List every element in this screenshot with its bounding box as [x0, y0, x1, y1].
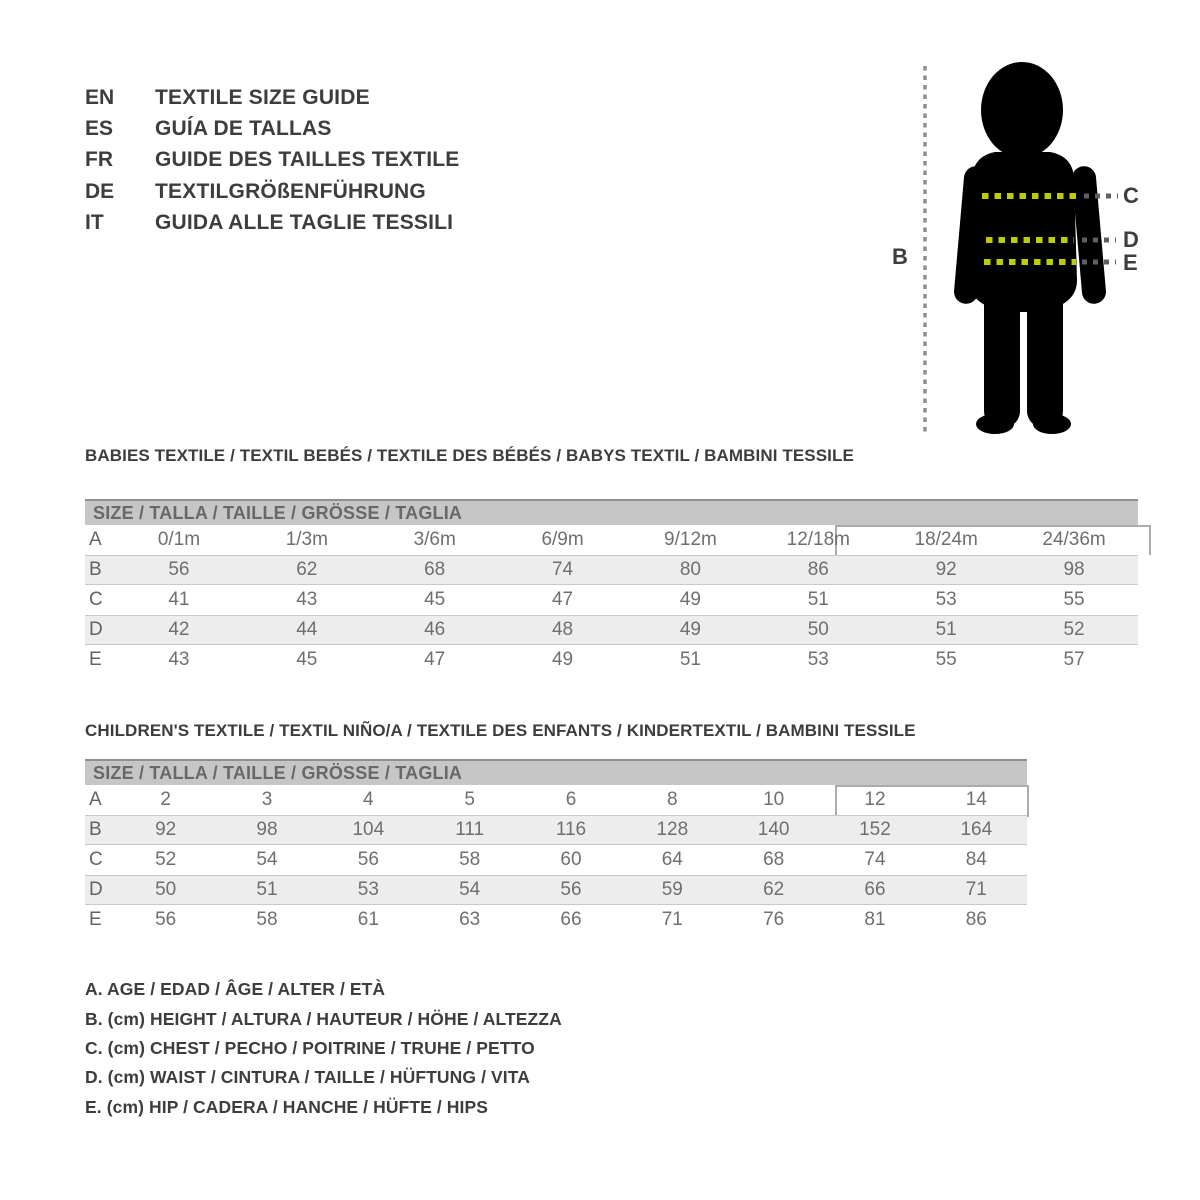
- babies-section-heading: BABIES TEXTILE / TEXTIL BEBÉS / TEXTILE DES BÉBÉS / BABYS TEXTIL / BAMBINI TESSILE: [85, 446, 854, 465]
- size-cell: 140: [757, 819, 790, 840]
- row-letter: A: [89, 789, 102, 810]
- size-cell: 10: [763, 789, 785, 810]
- size-cell: 68: [424, 559, 446, 580]
- row-letter: D: [89, 619, 103, 640]
- table-row: [85, 555, 1138, 585]
- table-row: [85, 875, 1027, 905]
- height-label: B: [892, 244, 908, 269]
- table-row: [85, 525, 1138, 555]
- size-cell: 46: [424, 619, 446, 640]
- size-cell: 45: [424, 589, 446, 610]
- size-cell: 14: [965, 789, 987, 810]
- size-cell: 80: [679, 559, 701, 580]
- size-cell: 47: [551, 589, 574, 610]
- size-cell: 41: [168, 589, 190, 610]
- size-cell: 8: [667, 789, 678, 810]
- guide-title: GUIDA ALLE TAGLIE TESSILI: [155, 211, 454, 235]
- size-cell: 64: [661, 849, 683, 870]
- size-cell: 43: [296, 589, 318, 610]
- language-row: [85, 113, 459, 144]
- legend-item: A. AGE / EDAD / ÂGE / ALTER / ETÀ: [85, 979, 386, 1000]
- size-cell: 62: [296, 559, 318, 580]
- row-letter: E: [89, 909, 102, 930]
- size-cell: 104: [352, 819, 385, 840]
- size-cell: 2: [160, 789, 171, 810]
- size-cell: 48: [551, 619, 574, 640]
- size-cell: 86: [807, 559, 829, 580]
- size-cell: 4: [363, 789, 374, 810]
- size-cell: 54: [256, 849, 278, 870]
- size-cell: 53: [935, 589, 957, 610]
- table-row: [85, 615, 1138, 645]
- size-cell: 49: [679, 589, 701, 610]
- language-row: [85, 145, 459, 176]
- size-cell: 98: [256, 819, 278, 840]
- size-cell: 51: [807, 589, 829, 610]
- size-cell: 49: [679, 619, 701, 640]
- chest-label: C: [1123, 183, 1139, 208]
- size-cell: 116: [555, 819, 587, 840]
- children-section-heading: CHILDREN'S TEXTILE / TEXTIL NIÑO/A / TEXTILE DES ENFANTS / KINDERTEXTIL / BAMBINI TESSILE: [85, 721, 916, 740]
- table-row: [85, 785, 1027, 815]
- size-cell: 56: [168, 559, 190, 580]
- waist-label: D: [1123, 227, 1139, 252]
- row-letter: A: [89, 529, 102, 550]
- children-size-table: [85, 759, 1027, 935]
- size-cell: 53: [807, 649, 829, 670]
- size-cell: 63: [459, 909, 481, 930]
- size-cell: 3/6m: [413, 529, 456, 550]
- size-cell: 98: [1063, 559, 1085, 580]
- size-cell: 56: [155, 909, 177, 930]
- language-code: FR: [85, 148, 113, 172]
- size-cell: 58: [459, 849, 481, 870]
- size-cell: 128: [656, 819, 689, 840]
- size-cell: 3: [261, 789, 273, 810]
- size-cell: 6/9m: [541, 529, 584, 550]
- table-row: [85, 645, 1138, 675]
- guide-title: GUIDE DES TAILLES TEXTILE: [155, 148, 460, 172]
- language-row: [85, 82, 459, 113]
- size-cell: 47: [424, 649, 446, 670]
- babies-size-table: [85, 499, 1138, 675]
- size-cell: 56: [560, 879, 582, 900]
- size-cell: 44: [296, 619, 318, 640]
- size-cell: 71: [965, 879, 987, 900]
- table-row: [85, 585, 1138, 615]
- row-letter: C: [89, 849, 103, 870]
- size-cell: 1/3m: [285, 529, 328, 550]
- size-cell: 57: [1063, 649, 1085, 670]
- size-cell: 60: [560, 849, 582, 870]
- size-cell: 42: [168, 619, 190, 640]
- size-cell: 55: [935, 649, 957, 670]
- size-cell: 111: [455, 819, 485, 840]
- size-cell: 18/24m: [914, 529, 978, 550]
- hip-label: E: [1123, 250, 1138, 275]
- language-code: IT: [85, 211, 104, 235]
- size-cell: 86: [965, 909, 987, 930]
- size-cell: 53: [357, 879, 379, 900]
- size-cell: 68: [763, 849, 785, 870]
- size-cell: 66: [560, 909, 582, 930]
- language-title-block: [85, 82, 459, 239]
- size-cell: 6: [565, 789, 577, 810]
- size-cell: 71: [661, 909, 683, 930]
- guide-title: GUÍA DE TALLAS: [155, 117, 332, 141]
- guide-title: TEXTILGRÖßENFÜHRUNG: [155, 179, 426, 203]
- size-cell: 52: [155, 849, 177, 870]
- size-cell: 0/1m: [157, 529, 201, 550]
- legend-item: C. (cm) CHEST / PECHO / POITRINE / TRUHE / PETTO: [85, 1037, 535, 1058]
- size-cell: 66: [864, 879, 886, 900]
- size-cell: 92: [935, 559, 957, 580]
- size-cell: 5: [464, 789, 475, 810]
- size-cell: 56: [357, 849, 379, 870]
- language-row: [85, 176, 459, 207]
- size-header-bar: SIZE / TALLA / TAILLE / GRÖSSE / TAGLIA: [85, 499, 1138, 525]
- size-cell: 45: [296, 649, 318, 670]
- size-cell: 164: [960, 819, 993, 840]
- language-code: DE: [85, 179, 115, 203]
- guide-title: TEXTILE SIZE GUIDE: [155, 85, 370, 109]
- size-cell: 54: [459, 879, 481, 900]
- language-code: EN: [85, 85, 115, 109]
- row-letter: B: [89, 559, 102, 580]
- row-letter: E: [89, 649, 102, 670]
- size-cell: 152: [859, 819, 891, 840]
- size-cell: 50: [807, 619, 829, 640]
- size-cell: 84: [965, 849, 987, 870]
- size-cell: 50: [155, 879, 177, 900]
- size-cell: 61: [357, 909, 379, 930]
- size-cell: 12/18m: [786, 529, 850, 550]
- row-letter: C: [89, 589, 103, 610]
- size-cell: 9/12m: [664, 529, 717, 550]
- legend-item: D. (cm) WAIST / CINTURA / TAILLE / HÜFTUNG / VITA: [85, 1067, 530, 1088]
- table-row: [85, 815, 1027, 845]
- legend-item: B. (cm) HEIGHT / ALTURA / HAUTEUR / HÖHE / ALTEZZA: [85, 1008, 562, 1029]
- size-cell: 51: [679, 649, 701, 670]
- size-cell: 92: [155, 819, 177, 840]
- child-silhouette: [953, 62, 1107, 434]
- language-code: ES: [85, 117, 114, 141]
- size-cell: 51: [256, 879, 278, 900]
- size-cell: 62: [763, 879, 785, 900]
- size-cell: 55: [1063, 589, 1085, 610]
- size-cell: 24/36m: [1042, 529, 1106, 550]
- language-row: [85, 208, 459, 239]
- size-cell: 81: [864, 909, 886, 930]
- size-cell: 12: [864, 789, 886, 810]
- size-cell: 52: [1063, 619, 1085, 640]
- size-cell: 58: [256, 909, 278, 930]
- size-header-bar: SIZE / TALLA / TAILLE / GRÖSSE / TAGLIA: [85, 759, 1027, 785]
- table-row: [85, 845, 1027, 875]
- table-row: [85, 905, 1027, 935]
- size-cell: 76: [763, 909, 785, 930]
- row-letter: B: [89, 819, 102, 840]
- size-cell: 51: [935, 619, 957, 640]
- size-cell: 43: [168, 649, 190, 670]
- child-silhouette-figure: [880, 50, 1180, 450]
- row-letter: D: [89, 879, 103, 900]
- measurement-legend: [85, 975, 562, 1122]
- legend-item: E. (cm) HIP / CADERA / HANCHE / HÜFTE / HIPS: [85, 1096, 489, 1117]
- size-cell: 74: [551, 559, 574, 580]
- size-cell: 49: [551, 649, 574, 670]
- size-cell: 74: [864, 849, 886, 870]
- size-cell: 59: [661, 879, 683, 900]
